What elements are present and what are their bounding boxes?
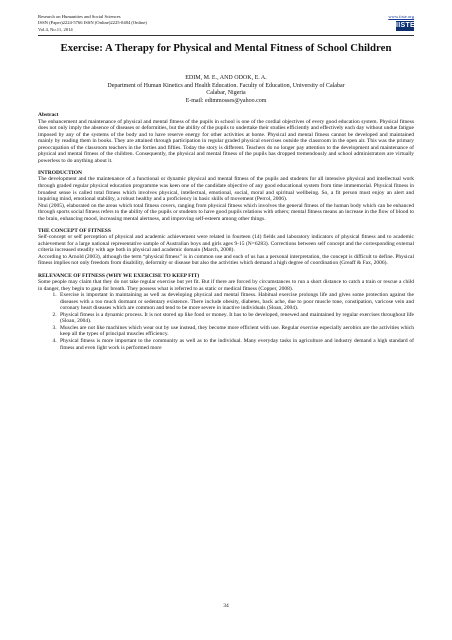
concept-heading: THE CONCEPT OF FITNESS: [38, 227, 111, 234]
abstract-text: The enhancement and maintenance of physical and mental fitness of the pupils in school is one of the cordial objectives of every good education system. Physical fitness does not only imply the absence of diseases or deformities, but the ability of the pupils to undertake their studies efficiently and effectively each day without undue fatigue imposed by any of the systems of the body and to have reserve energy for other activities at home. Physical and mental fitness cannot be developed and maintained mainly by reading them in books. They are attained through participation in regular graded physical exercises outside the classroom in the open air. This was the primary preoccupation of the classroom teachers in the forties and fifties. Today the story is different. Teachers do no longer pay attention to the development and maintenance of physical and mental fitness of the children. Consequently, the physical and mental fitness of the pupils has dropped tremendously and school administrators are virtually powerless to do anything about it.: [38, 118, 414, 164]
header-divider: [38, 35, 414, 36]
relevance-paragraph-1: Some people may claim that they do not take regular exercise but yet fit. But if there are forced by circumstances to run a short distance to catch a train or rescue a child in danger, they begin to gasp for breath. They possess what is referred to as static or medical fitness (Copper, 2008).: [38, 279, 414, 292]
author-email: E-mail: edimmosses@yahoo.com: [185, 97, 267, 104]
relevance-heading: RELEVANCE OF FITNESS (WHY WE EXERCISE TO KEEP FIT): [38, 272, 200, 279]
author-names: EDIM, M. E., AND ODOK, E. A.: [185, 75, 267, 81]
list-item: 2. Physical fitness is a dynamic process. It is not stored up like food or money. It has to be developed, renewed and maintained by regular exercises throughout life (Sloan, 2004).: [58, 312, 414, 325]
relevance-list: [38, 292, 414, 351]
volume-line: Vol.4, No.11, 2014: [38, 26, 73, 32]
paper-body: [38, 112, 414, 351]
concept-paragraph-1: Self-concept or self perception of physical and academic achievement were related in fourteen (14) fields and laboratory indicators of physical fitness and to academic achievement for a large national representative sample of Australian boys and girls ages 9-15 (N=6283). Corrections between self concept and the corresponding external criteria increased steadily with age both in physical and academic domain (March, 2008).: [38, 234, 414, 254]
author-block: [38, 75, 414, 105]
page-number: 34: [223, 603, 229, 609]
introduction-paragraph-1: The development and the maintenance of a functional or dynamic physical and mental fitness of the pupils and students for all intensive physical and intellectual work through graded regular physical education programme was keen one of the candidate objective of any good educational system from time immemorial. Physical fitness in broadest sense is called total fitness which involves physical, intellectual, emotional, social, moral and spiritual wellbeing. So, a fit person must enjoy an alert and inquiring mind, emotional stability, a robust healthy and a proficiency in basic skills of movement (Perrol, 2006).: [38, 176, 414, 203]
author-location: Calabar, Nigeria: [206, 90, 246, 97]
list-item: 1. Exercise is important in maintaining as well as developing physical and mental fitness. Habitual exercise prolongs life and gives some protection against the diseases with a too much dormant or sedentary existence. There include obesity, diabetes, back ache, due to poor muscle tone, constipation, varicose vein and coronary heart diseases which are common and tend to be more severe in inactive individuals (Sloan, 2004).: [58, 292, 414, 312]
introduction-paragraph-2: Ntui (2005), elaborated on the areas which total fitness covers, ranging from physical fitness which involves the general fitness of the human body which can be enhanced through sports social fitness refers to the ability of the pupils or students to have good pupils relations with others; mental fitness means an increase in the flow of blood to the brain, enhancing mood, increasing mental alertness, and improving self-esteem among other things.: [38, 202, 414, 222]
author-affiliation: Department of Human Kinetics and Health Education. Faculty of Education, University of Calabar: [107, 82, 345, 89]
journal-url-link[interactable]: www.iiste.org: [388, 14, 414, 19]
iiste-logo: IISTE: [396, 22, 416, 29]
journal-header: [38, 14, 414, 33]
concept-paragraph-2: According to Arnold (2003), although the term “physical fitness” is in common use and each of us has a personal interpretation, the concept is difficult to define. Physical fitness implies not only freedom from disability, deformity or disease but also the activities which demand a high degree of coordination (Greaff & Fax, 2006).: [38, 253, 414, 267]
list-item: 4. Physical fitness is more important to the community as well as to the individual. Many everyday tasks in agriculture and industry demand a high standard of fitness and even light work is performed more: [58, 338, 414, 351]
paper-title: Exercise: A Therapy for Physical and Mental Fitness of School Children: [60, 42, 392, 54]
issn-line: ISSN (Paper)2224-5766 ISSN (Online)2225-0484 (Online): [38, 20, 147, 26]
abstract-heading: Abstract: [38, 112, 59, 118]
introduction-heading: INTRODUCTION: [38, 169, 83, 176]
list-item: 3. Muscles are not like machines which wear out by use instead, they become more efficient with use. Regular exercise especially aerobics are the activities which keep all the types of principal muscles efficiency.: [58, 325, 414, 338]
journal-name: Research on Humanities and Social Sciences: [38, 14, 121, 19]
